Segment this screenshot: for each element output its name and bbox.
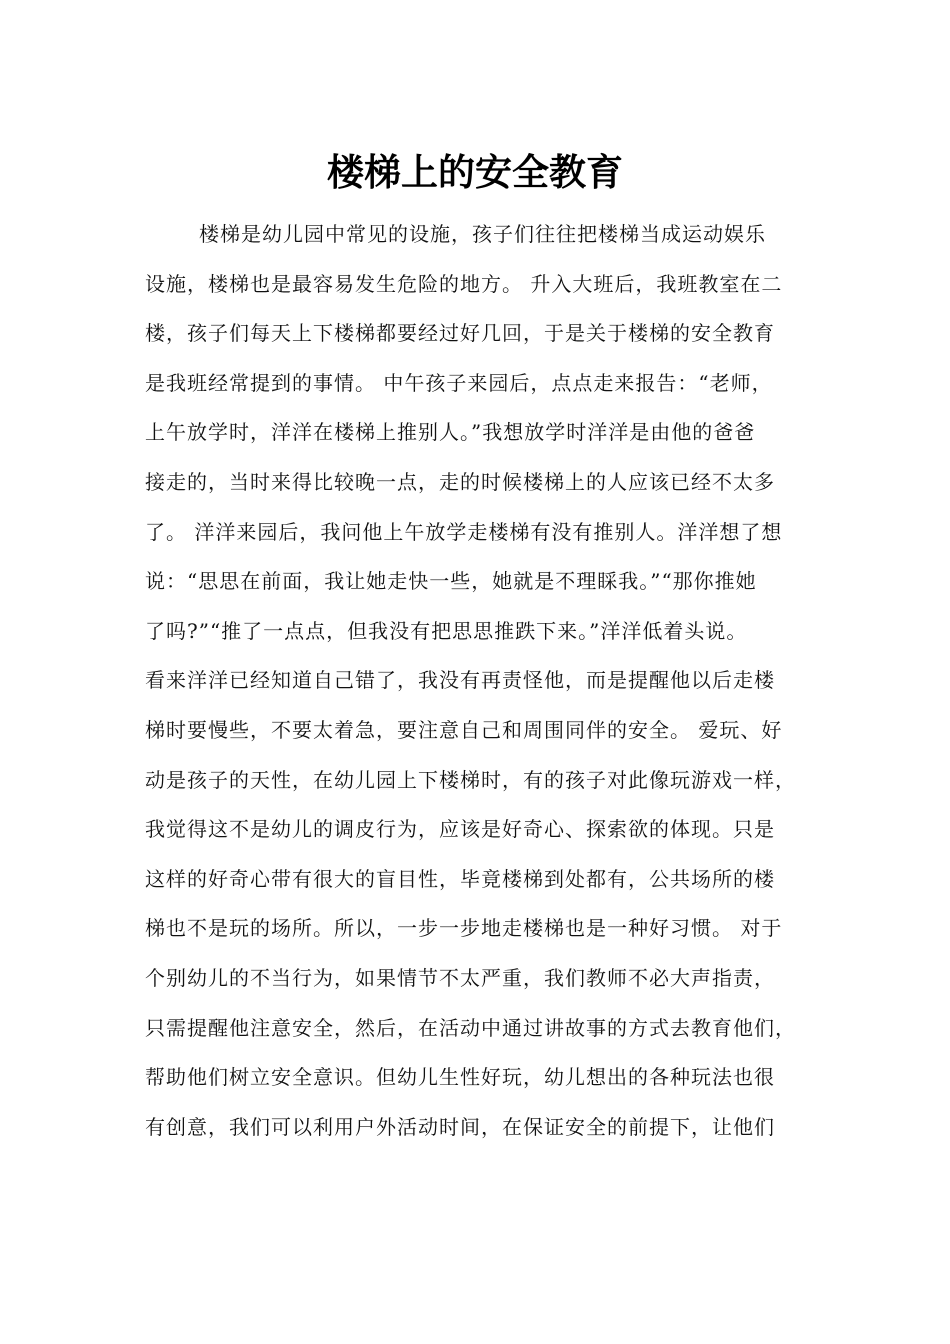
body-line: 楼，孩子们每天上下楼梯都要经过好几回，于是关于楼梯的安全教育 — [145, 321, 775, 346]
body-line: 接走的，当时来得比较晚一点，走的时候楼梯上的人应该已经不太多 — [145, 469, 775, 494]
body-line: 个别幼儿的不当行为，如果情节不太严重，我们教师不必大声指责， — [145, 965, 775, 990]
body-line: 设施，楼梯也是最容易发生危险的地方。 升入大班后，我班教室在二 — [145, 271, 783, 296]
body-line: 了吗?”“推了一点点，但我没有把思思推跌下来。”洋洋低着头说。 — [145, 618, 748, 643]
document-title: 楼梯上的安全教育 — [327, 150, 623, 194]
body-line: 有创意，我们可以利用户外活动时间，在保证安全的前提下，让他们 — [145, 1114, 775, 1139]
document-body — [145, 210, 815, 1152]
body-line: 动是孩子的天性，在幼儿园上下楼梯时，有的孩子对此像玩游戏一样， — [145, 767, 796, 792]
body-line: 上午放学时，洋洋在楼梯上推别人。”我想放学时洋洋是由他的爸爸 — [145, 420, 756, 445]
body-line: 帮助他们树立安全意识。但幼儿生性好玩，幼儿想出的各种玩法也很 — [145, 1065, 775, 1090]
body-line: 梯也不是玩的场所。所以，一步一步地走楼梯也是一种好习惯。 对于 — [145, 916, 783, 941]
body-line: 是我班经常提到的事情。 中午孩子来园后，点点走来报告：“老师， — [145, 370, 773, 395]
body-line: 这样的好奇心带有很大的盲目性，毕竟楼梯到处都有，公共场所的楼 — [145, 866, 775, 891]
body-line: 看来洋洋已经知道自己错了，我没有再责怪他，而是提醒他以后走楼 — [145, 668, 775, 693]
body-line: 了。 洋洋来园后，我问他上午放学走楼梯有没有推别人。洋洋想了想 — [145, 519, 783, 544]
body-line: 说：“思思在前面，我让她走快一些，她就是不理睬我。”“那你推她 — [145, 569, 757, 594]
body-line: 梯时要慢些，不要太着急，要注意自己和周围同伴的安全。 爱玩、好 — [145, 717, 783, 742]
body-line: 我觉得这不是幼儿的调皮行为，应该是好奇心、探索欲的体现。只是 — [145, 817, 775, 842]
body-line: 只需提醒他注意安全，然后，在活动中通过讲故事的方式去教育他们， — [145, 1015, 796, 1040]
body-line: 楼梯是幼儿园中常见的设施，孩子们往往把楼梯当成运动娱乐 — [199, 222, 766, 246]
